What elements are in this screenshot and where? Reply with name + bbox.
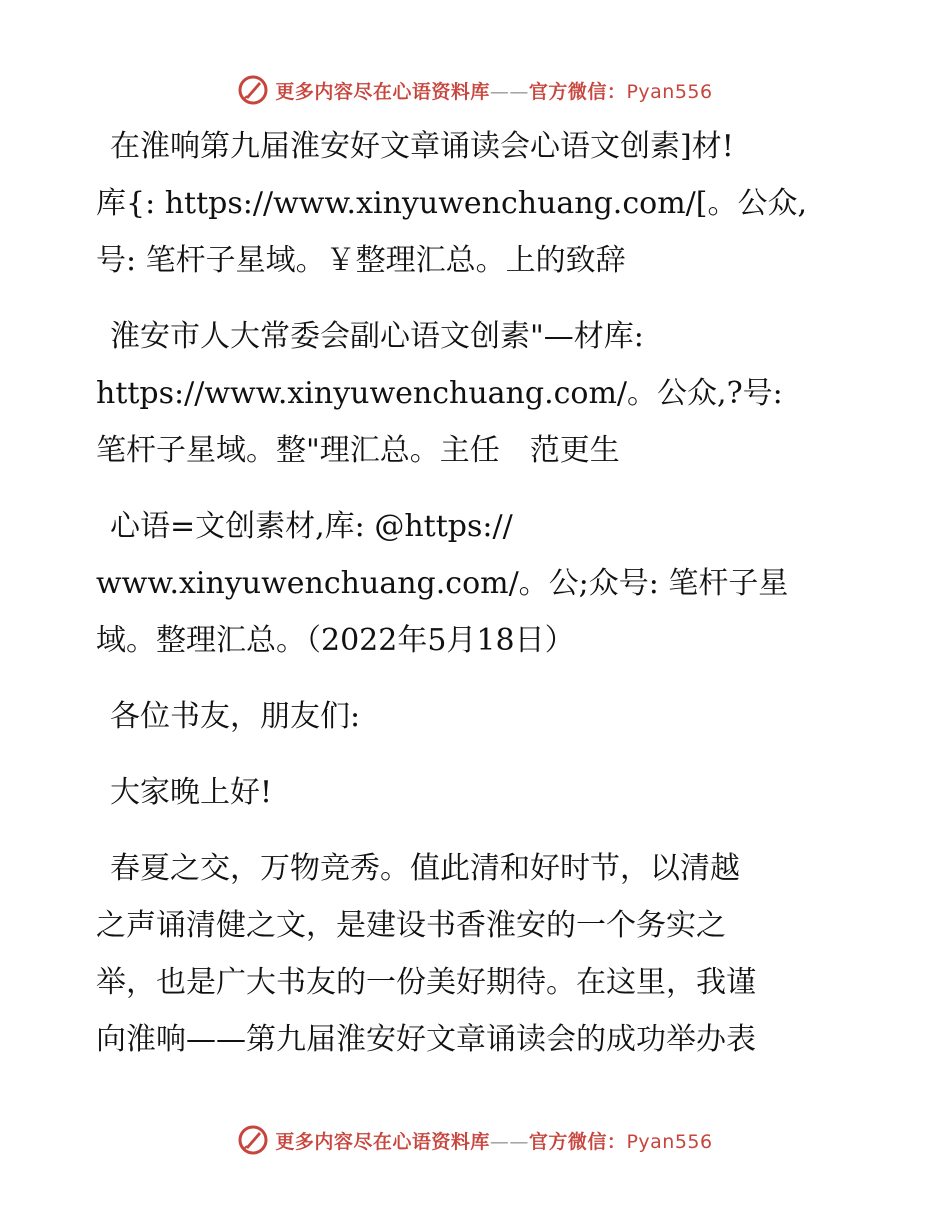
paragraph-salutation: 各位书友，朋友们: (110, 699, 361, 734)
watermark-text (275, 77, 712, 104)
quill-circle-logo-icon (237, 74, 269, 106)
paragraph-date: 心语=文创素材,库: @https:// www.xinyuwenchuang.com/。公;众号: 笔杆子星 域。整理汇总。（2022年5月18日） (96, 509, 789, 658)
watermark-separator: —— (489, 1130, 529, 1153)
watermark-wechat-id: Pyan556 (626, 1130, 713, 1153)
watermark-wechat-label: 官方微信： (528, 80, 627, 103)
paragraph-title: 在淮响第九届淮安好文章诵读会心语文创素]材! 库{: https://www.xinyuwenchuang.com/[。公众, 号: 笔杆子星域。￥整理汇总。上的致辞 (96, 129, 808, 278)
quill-circle-logo-icon (237, 1124, 269, 1156)
watermark-separator: —— (489, 80, 529, 103)
watermark-text (275, 1127, 712, 1154)
paragraph-author-title: 淮安市人大常委会副心语文创素"—材库: https://www.xinyuwenchuang.com/。公众,?号: 笔杆子星域。整"理汇总。主任 范更生 (96, 319, 783, 468)
header-watermark (0, 70, 950, 110)
footer-watermark (0, 1120, 950, 1160)
watermark-title: 更多内容尽在心语资料库 (275, 1130, 490, 1153)
paragraph-greeting: 大家晚上好! (110, 775, 273, 810)
paragraph-body: 春夏之交，万物竞秀。值此清和好时节，以清越 之声诵清健之文，是建设书香淮安的一个务实之 举，也是广大书友的一份美好期待。在这里，我谨 向淮响——第九届淮安好文章诵读会的成功举办表 (96, 851, 756, 1057)
watermark-wechat-id: Pyan556 (626, 80, 713, 103)
watermark-title: 更多内容尽在心语资料库 (275, 80, 490, 103)
watermark-wechat-label: 官方微信： (528, 1130, 627, 1153)
document-body (96, 118, 856, 1068)
